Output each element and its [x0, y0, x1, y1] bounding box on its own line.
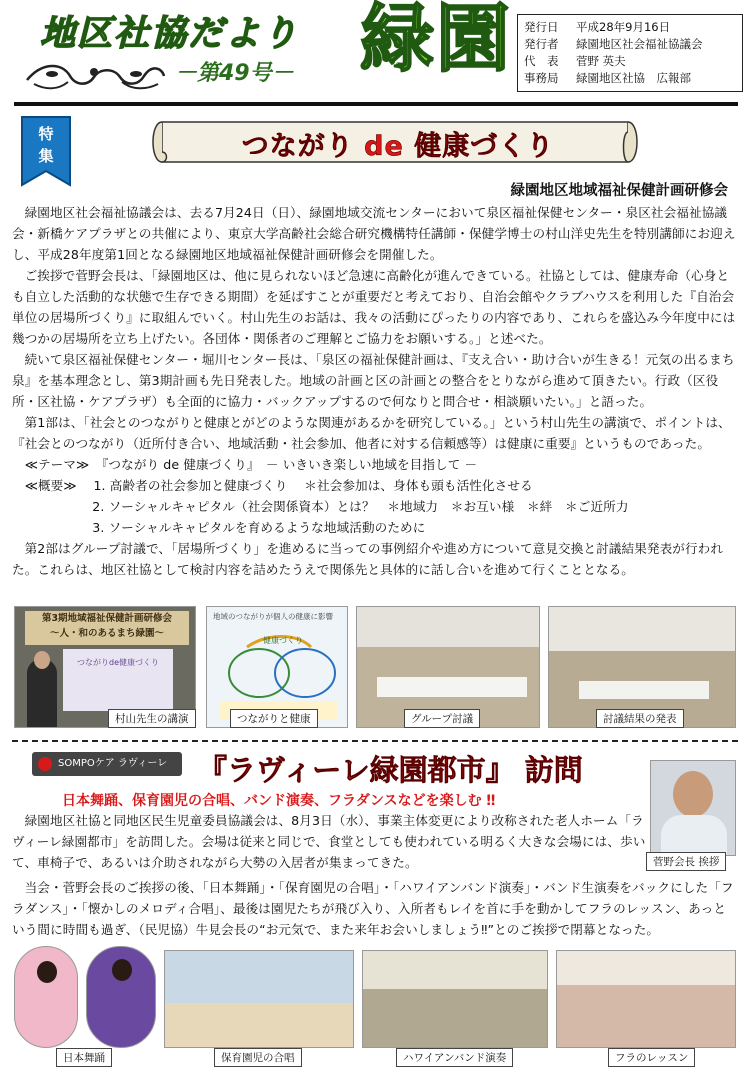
- outline-item: ≪概要≫ 1. 高齢者の社会参加と健康づくり ＊社会参加は、身体も頭も活性化させる: [12, 478, 533, 493]
- paragraph: 続いて泉区福祉保健センター・堀川センター長は、「泉区の福祉保健計画は、『支え合い・助け合いが生きる！元気の出るまち泉』を基本理念とし、第3期計画も先日発表した。地域の計画と区の計画との整合をとりながら進めて頂きたい。行政（区役所・区社協・ケアプラザ）も全面的に協力・バックアップするので何なりと問合せ・相談願いたい。」と語った。: [12, 352, 735, 409]
- issue-number: －第49号－: [175, 61, 294, 86]
- header-rule: [14, 102, 738, 106]
- slide-title: 第3期地域福祉保健計画研修会: [41, 613, 173, 624]
- caption: ハワイアンバンド演奏: [396, 1048, 513, 1067]
- info-value: 緑園地区社会福祉協議会: [576, 37, 703, 51]
- feature-label-2: 集: [38, 147, 54, 165]
- info-key: 事務局: [524, 71, 559, 85]
- info-key: 代 表: [524, 54, 559, 68]
- wall: [363, 951, 548, 989]
- visit-title: 『ラヴィーレ緑園都市』 訪問: [198, 753, 583, 787]
- photo-dance-2: [86, 946, 156, 1048]
- logo-text: SOMPOケア ラヴィーレ: [58, 758, 168, 769]
- table: [377, 677, 527, 697]
- caption: 村山先生の講演: [108, 709, 196, 728]
- ornament-icon: [22, 60, 167, 94]
- masthead: [0, 0, 750, 100]
- table: [579, 681, 709, 699]
- feature-body: [12, 202, 738, 580]
- speaker-figure: [27, 659, 57, 728]
- outline-item: 3. ソーシャルキャピタルを育めるような地域活動のために: [12, 520, 426, 535]
- paragraph: 第1部は、「社会とのつながりと健康とがどのような関連があるかを研究している。」という村山先生の講演で、ポイントは、『社会とのつながり（近所付き合い、地域活動・社会参加、他者に対する信頼感等）は健康に重要』というものであった。: [12, 415, 731, 451]
- face: [673, 771, 713, 817]
- caption: 保育園児の合唱: [214, 1048, 302, 1067]
- wall: [357, 607, 540, 647]
- caption: 討議結果の発表: [596, 709, 684, 728]
- visit-body-2: [12, 877, 738, 940]
- section-divider: [12, 740, 738, 742]
- feature-title: つながり de 健康づくり: [241, 131, 555, 162]
- projection-screen: [63, 649, 173, 711]
- slide-banner: [25, 611, 189, 645]
- visit-body: [12, 810, 646, 873]
- paragraph: 当会・菅野会長のご挨拶の後、「日本舞踊」・「保育園児の合唱」・「ハワイアンバンド演奏」・バンド生演奏をバックにした「フラダンス」・「懐かしのメロディ合唱」、最後は園児たちが飛び入り、入所者もレイを首に手を動かしてフラのレッスン、あっという間に時間も過ぎ、（民児協）牛見会長の“お元気で、また来年お会いしましょう‼”とのご挨拶で閉幕となった。: [12, 880, 734, 937]
- feature-label-1: 特: [38, 125, 54, 143]
- publication-info: [517, 14, 743, 92]
- caption: 日本舞踊: [56, 1048, 112, 1067]
- photo-chairman: [650, 760, 736, 856]
- paragraph: 第2部はグループ討議で、「居場所づくり」を進めるに当っての事例紹介や進め方について意見交換と討議結果発表が行われた。これらは、地区社協として検討内容を詰めたうえで関係先と具体的に話し合いを進めて行くこととなる。: [12, 541, 724, 577]
- newsletter-name: 緑園: [360, 0, 512, 82]
- paragraph: ご挨拶で菅野会長は、「緑園地区は、他に見られないほど急速に高齢化が進んできている。社協としては、健康寿命（心身とも自立した活動的な状態で生存できる期間）を延ばすことが重要だと考えており、自治会館やクラブハウスを利用した『自治会単位の居場所づくり』に取組んでいく。村山先生のお話は、我々の活動にぴったりの内容であり、これらを盛込み今年度中には幾つかの居場所を立ち上げたい。各団体・関係者のご理解とご協力をお願いする。」と述べた。: [12, 268, 736, 346]
- sompo-logo: [32, 752, 182, 776]
- wall: [557, 951, 736, 985]
- logo-icon: [38, 757, 52, 771]
- caption: グループ討議: [404, 709, 480, 728]
- info-row: [524, 70, 736, 87]
- caption: つながりと健康: [230, 709, 318, 728]
- info-key: 発行日: [524, 20, 559, 34]
- info-key: 発行者: [524, 37, 559, 51]
- speaker-head: [34, 651, 50, 669]
- info-row: [524, 53, 736, 70]
- caption: フラのレッスン: [608, 1048, 695, 1067]
- paragraph: 緑園地区社会福祉協議会は、去る7月24日（日）、緑園地域交流センターにおいて泉区福祉保健センター・泉区社会福祉協議会・新橋ケアプラザとの共催により、東京大学高齢社会総合研究機構特任講師・保健学博士の村山洋史先生を特別講師にお迎えし、平成28年度第1回となる緑園地区地域福祉保健計画研修会を開催した。: [12, 205, 736, 262]
- info-row: [524, 19, 736, 36]
- floor: [165, 1003, 354, 1048]
- caption: 菅野会長 挨拶: [646, 852, 726, 871]
- diagram-title: 地域のつながりが個人の健康に影響: [213, 612, 333, 621]
- outline-item: 2. ソーシャルキャピタル（社会関係資本）とは？ ＊地域力 ＊お互い様 ＊絆 ＊ご近所力: [12, 499, 629, 514]
- slide-subtitle: ～人・和のあるまち緑園～: [49, 628, 164, 639]
- photo-choir: [164, 950, 354, 1048]
- feature-label: [20, 123, 72, 167]
- info-value: 平成28年9月16日: [576, 20, 671, 34]
- slide-card: つながりde健康づくり: [77, 658, 159, 667]
- photo-dance-1: [14, 946, 78, 1048]
- photo-band: [362, 950, 548, 1048]
- feature-badge: [20, 115, 72, 187]
- feature-subhead: 緑園地区地域福祉保健計画研修会: [510, 183, 728, 199]
- hair: [37, 961, 57, 983]
- hair: [112, 959, 132, 981]
- visit-subtitle: 日本舞踊、保育園児の合唱、バンド演奏、フラダンスなどを楽しむ ‼: [62, 793, 496, 809]
- paragraph: 緑園地区社協と同地区民生児童委員協議会は、8月3日（水）、事業主体変更により改称された老人ホーム「ラヴィーレ緑園都市」を訪問した。会場は従来と同じで、食堂としても使われている明るく大きな会場には、歩いて、車椅子で、あるいは介助されながら大勢の入居者が集まってきた。: [12, 813, 646, 870]
- newsletter-title: 地区社協だより: [40, 14, 300, 54]
- info-value: 菅野 英夫: [576, 54, 626, 68]
- shirt: [661, 815, 727, 856]
- info-value: 緑園地区社協 広報部: [576, 71, 691, 85]
- photo-hula: [556, 950, 736, 1048]
- info-row: [524, 36, 736, 53]
- outline-theme: ≪テーマ≫ 『つながり de 健康づくり』 － いきいき楽しい地域を目指して －: [12, 457, 478, 472]
- diagram-center: 健康づくり: [263, 636, 303, 645]
- wall: [549, 607, 736, 651]
